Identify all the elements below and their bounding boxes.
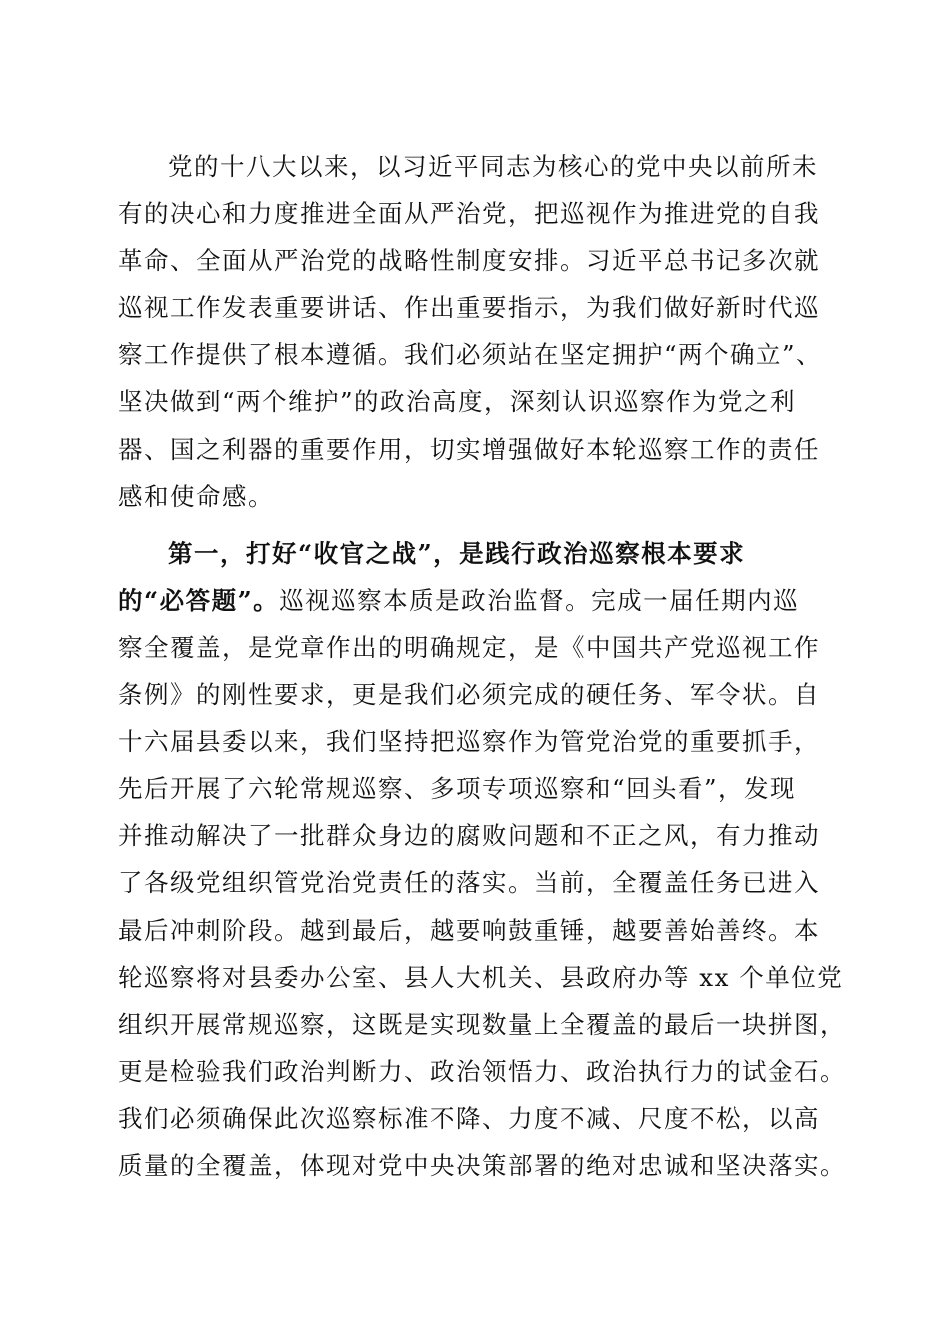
text-line: 了各级党组织管党治党责任的落实。当前，全覆盖任务已进入 (118, 868, 820, 898)
text-line: 十六届县委以来，我们坚持把巡察作为管党治党的重要抓手， (118, 727, 820, 757)
paragraph-2 (118, 530, 846, 1189)
text-run: 巡视巡察本质是政治监督。完成一届任期内巡 (279, 585, 800, 615)
text-line (118, 577, 838, 624)
paragraph-1 (118, 143, 838, 520)
text-line: 质量的全覆盖，体现对党中央决策部署的绝对忠诚和坚决落实。 (118, 1150, 846, 1180)
text-line: 条例》的刚性要求，更是我们必须完成的硬任务、军令状。自 (118, 680, 820, 710)
text-line: 并推动解决了一批群众身边的腐败问题和不正之风，有力推动 (118, 821, 820, 851)
document-body (118, 143, 846, 1189)
text-line: 巡视工作发表重要讲话、作出重要指示，为我们做好新时代巡 (118, 293, 820, 323)
text-line: 察工作提供了根本遵循。我们必须站在坚定拥护“两个确立”、 (118, 340, 823, 370)
text-line: 器、国之利器的重要作用，切实增强做好本轮巡察工作的责任 (118, 434, 820, 464)
text-line: 先后开展了六轮常规巡察、多项专项巡察和“回头看”，发现 (118, 774, 797, 804)
text-line: 最后冲刺阶段。越到最后，越要响鼓重锤，越要善始善终。本 (118, 915, 820, 945)
text-line: 我们必须确保此次巡察标准不降、力度不减、尺度不松，以高 (118, 1103, 820, 1133)
text-line: 革命、全面从严治党的战略性制度安排。习近平总书记多次就 (118, 246, 820, 276)
text-line: 更是检验我们政治判断力、政治领悟力、政治执行力的试金石。 (118, 1056, 846, 1086)
text-line: 轮巡察将对县委办公室、县人大机关、县政府办等 xx 个单位党 (118, 962, 844, 992)
text-line: 察全覆盖，是党章作出的明确规定，是《中国共产党巡视工作 (118, 632, 820, 662)
paragraph-gap (118, 520, 838, 530)
section-heading-continued: 的“必答题”。 (118, 585, 280, 615)
text-line: 有的决心和力度推进全面从严治党，把巡视作为推进党的自我 (118, 199, 820, 229)
text-line: 坚决做到“两个维护”的政治高度，深刻认识巡察作为党之利 (118, 387, 797, 417)
section-heading: 第一，打好“收官之战”，是践行政治巡察根本要求 (168, 538, 746, 568)
text-line: 感和使命感。 (118, 481, 274, 511)
text-line: 组织开展常规巡察，这既是实现数量上全覆盖的最后一块拼图， (118, 1009, 846, 1039)
text-line: 党的十八大以来，以习近平同志为核心的党中央以前所未 (168, 152, 818, 181)
